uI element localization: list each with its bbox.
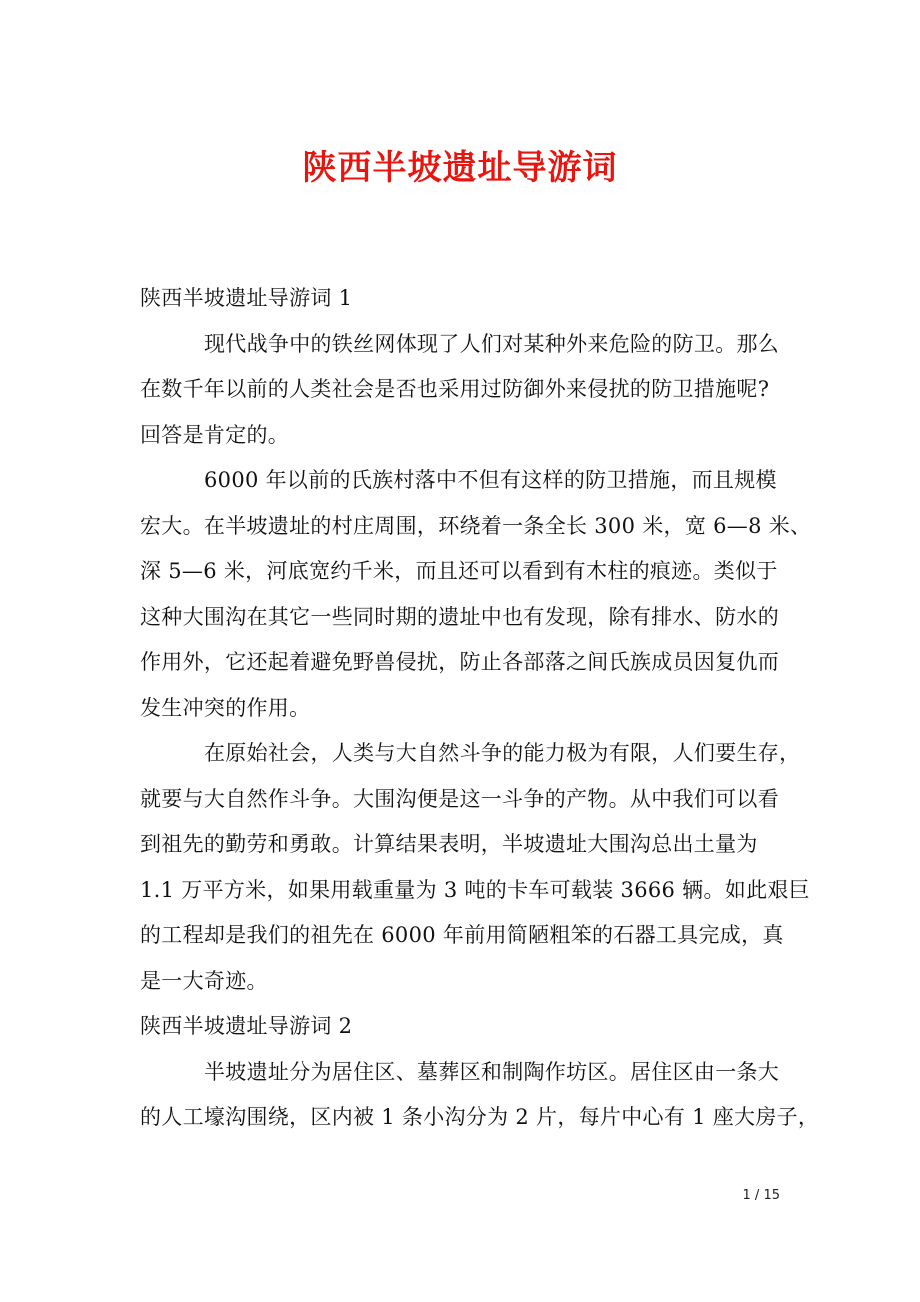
page-number: 1 / 15 <box>742 1188 780 1203</box>
paragraph-line: 的人工壕沟围绕，区内被 1 条小沟分为 2 片，每片中心有 1 座大房子， <box>140 1105 820 1129</box>
section-heading-2: 陕西半坡遗址导游词 2 <box>140 1014 353 1038</box>
paragraph-line: 在数千年以前的人类社会是否也采用过防御外来侵扰的防卫措施呢? <box>140 377 770 401</box>
paragraph-line: 宏大。在半坡遗址的村庄周围，环绕着一条全长 300 米，宽 6—8 米、 <box>140 513 812 538</box>
paragraph-line: 现代战争中的铁丝网体现了人们对某种外来危险的防卫。那么 <box>204 331 780 356</box>
paragraph-line: 是一大奇迹。 <box>140 968 268 993</box>
paragraph-line: 这种大围沟在其它一些同时期的遗址中也有发现，除有排水、防水的 <box>140 604 779 629</box>
paragraph-line: 就要与大自然作斗争。大围沟便是这一斗争的产物。从中我们可以看 <box>140 786 779 811</box>
paragraph-line: 深 5—6 米，河底宽约千米，而且还可以看到有木柱的痕迹。类似于 <box>140 559 778 583</box>
paragraph-line: 发生冲突的作用。 <box>140 695 311 720</box>
paragraph-line: 回答是肯定的。 <box>140 422 290 447</box>
section-heading-1: 陕西半坡遗址导游词 1 <box>140 286 353 310</box>
paragraph-line: 6000 年以前的氏族村落中不但有这样的防卫措施，而且规模 <box>204 468 777 492</box>
paragraph-line: 作用外，它还起着避免野兽侵扰，防止各部落之间氏族成员因复仇而 <box>140 650 779 674</box>
document-body <box>140 276 820 1141</box>
paragraph-line: 在原始社会，人类与大自然斗争的能力极为有限，人们要生存， <box>204 741 801 765</box>
paragraph-line: 1.1 万平方米，如果用载重量为 3 吨的卡车可载装 3666 辆。如此艰巨 <box>140 877 810 902</box>
document-title: 陕西半坡遗址导游词 <box>302 148 618 188</box>
paragraph-line: 到祖先的勤劳和勇敢。计算结果表明，半坡遗址大围沟总出土量为 <box>140 832 758 856</box>
paragraph-line: 半坡遗址分为居住区、墓葬区和制陶作坊区。居住区由一条大 <box>204 1059 780 1084</box>
paragraph-line: 的工程却是我们的祖先在 6000 年前用简陋粗笨的石器工具完成，真 <box>140 923 784 947</box>
